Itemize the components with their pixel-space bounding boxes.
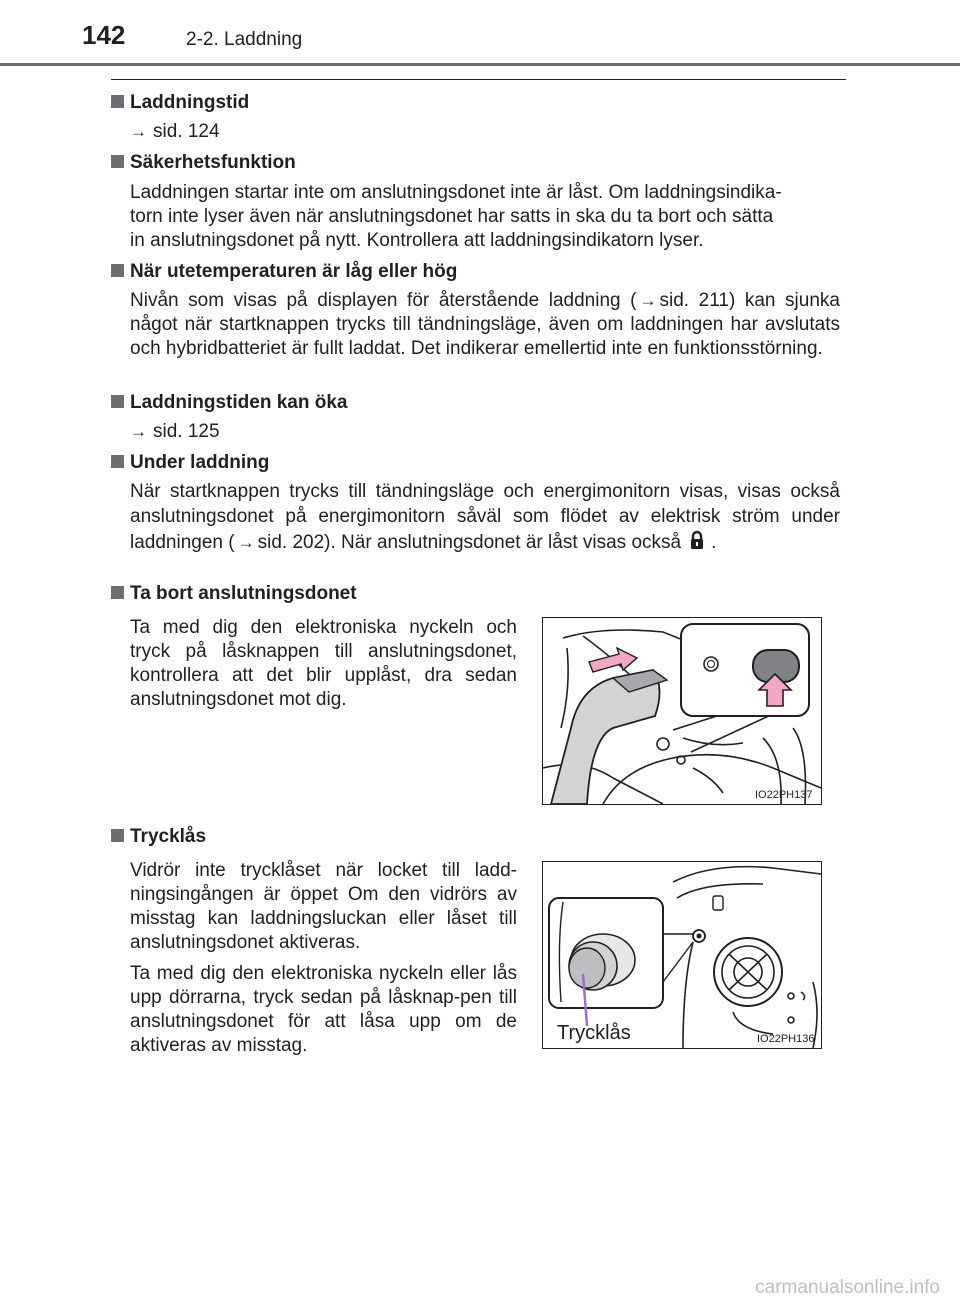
- bullet-square-icon: [111, 95, 124, 108]
- paragraph-sakerhetsfunktion: Laddningen startar inte om anslutningsdonet inte är låst. Om laddningsindika- torn inte lyser även när anslutningsdonet har satts in ska du ta bort och sätta in anslutningsdonet på nytt. Kontrollera att laddningsindikatorn lyser.: [130, 182, 782, 251]
- arrow-right-icon: →: [237, 533, 255, 552]
- chapter-title: 2-2. Laddning: [186, 29, 303, 50]
- arrow-right-icon: →: [639, 291, 657, 310]
- heading-ta-bort: Ta bort anslutningsdonet: [111, 583, 357, 605]
- heading-laddningstid: Laddningstid: [111, 92, 249, 114]
- figure-code: IO22PH137: [755, 789, 813, 801]
- page-reference[interactable]: sid. 211: [659, 290, 729, 311]
- heading-under-laddning: Under laddning: [111, 452, 269, 474]
- page-header: [0, 0, 960, 64]
- page-number: 142: [82, 20, 126, 50]
- bullet-square-icon: [111, 455, 124, 468]
- figure-label: Trycklås: [557, 1022, 631, 1044]
- lock-icon: [687, 529, 707, 559]
- figure-push-lock: [542, 861, 822, 1049]
- section-rule: [111, 79, 846, 80]
- heading-laddningstiden-okar: Laddningstiden kan öka: [111, 392, 347, 414]
- watermark: carmanualsonline.info: [755, 1277, 940, 1298]
- paragraph-tryckls-1: Vidrör inte trycklåset när locket till ladd-ningsingången är öppet Om den vidrörs av misstag kan laddningsluckan eller låset till anslutningsdonet aktiveras.: [130, 860, 517, 953]
- figure-code: IO22PH136: [757, 1033, 815, 1045]
- paragraph-under-laddning: När startknappen trycks till tändningsläge och energimonitorn visas, visas också anslutningsdonet på energimonitorn såväl som flödet av elektrisk ström under laddningen ( → sid. 202). När anslutningsdonet är låst visas också .: [130, 480, 840, 559]
- header-rule: [0, 63, 960, 66]
- paragraph-tryckls-2: Ta med dig den elektroniska nyckeln eller lås upp dörrarna, tryck sedan på låsknap-pen till anslutningsdonet för att låsa upp om de aktiveras av misstag.: [130, 963, 517, 1056]
- push-lock-illustration: [543, 862, 821, 1048]
- heading-tryckls: Trycklås: [111, 826, 206, 848]
- bullet-square-icon: [111, 264, 124, 277]
- arrow-right-icon: →: [130, 122, 147, 141]
- paragraph-utetemperatur: Nivån som visas på displayen för återstående laddning ( → sid. 211) kan sjunka något när startknappen trycks till tändningsläge, även om laddningen har avslutats och hybridbatteriet är fullt laddat. Det indikerar emellertid inte en funktionsstörning.: [130, 290, 840, 359]
- heading-utetemperatur: När utetemperaturen är låg eller hög: [111, 261, 457, 283]
- arrow-right-icon: →: [130, 422, 147, 441]
- page-reference[interactable]: → sid. 125: [130, 421, 220, 442]
- bullet-square-icon: [111, 829, 124, 842]
- heading-sakerhetsfunktion: Säkerhetsfunktion: [111, 152, 296, 174]
- page-reference[interactable]: → sid. 124: [130, 121, 220, 142]
- page-reference[interactable]: sid. 202: [257, 532, 325, 553]
- paragraph-ta-bort: Ta med dig den elektroniska nyckeln och tryck på låsknappen till anslutningsdonet, kontrollera att det blir upplåst, dra sedan anslutningsdonet mot dig.: [130, 617, 517, 710]
- bullet-square-icon: [111, 155, 124, 168]
- bullet-square-icon: [111, 395, 124, 408]
- figure-connector-release: [542, 617, 822, 805]
- bullet-square-icon: [111, 586, 124, 599]
- connector-illustration: [543, 618, 821, 804]
